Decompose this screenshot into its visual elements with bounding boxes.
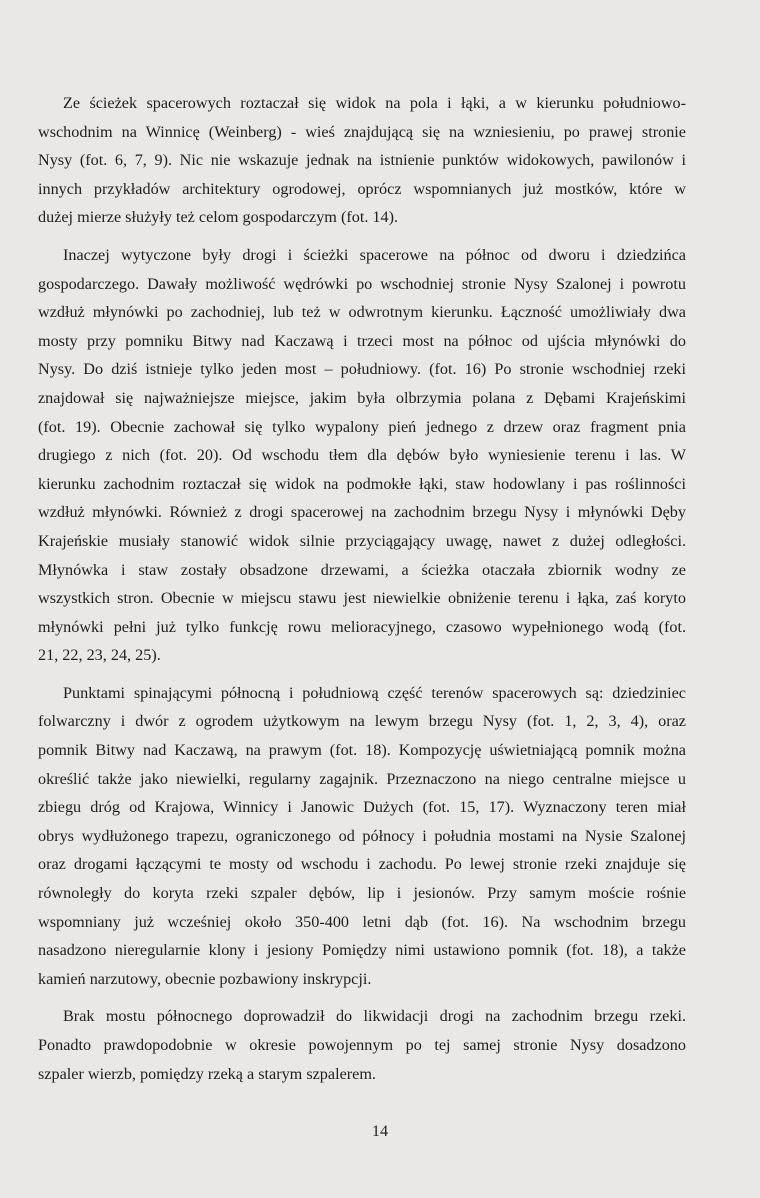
text-line: nasadzono nieregularnie klony i jesiony Pomiędzy nimi ustawiono pomnik (fot. 18), a także (38, 941, 686, 960)
paragraph (38, 1002, 686, 1088)
text-line: młynówki pełni już tylko funkcję rowu melioracyjnego, czasowo wypełnionego wodą (fot. (38, 617, 686, 636)
text-line: kamień narzutowy, obecnie pozbawiony inskrypcji. (38, 969, 372, 988)
text-line: (fot. 19). Obecnie zachował się tylko wypalony pień jednego z drzew oraz fragment pnia (38, 417, 686, 436)
text-line: Ponadto prawdopodobnie w okresie powojennym po tej samej stronie Nysy dosadzono (38, 1036, 686, 1054)
text-line: Krajeńskie musiały stanowić widok silnie przyciągający uwagę, nawet z dużej odległości. (38, 531, 686, 550)
text-line: drugiego z nich (fot. 20). Od wschodu tłem dla dębów było wyniesienie terenu i las. W (38, 446, 686, 465)
text-line: zbiegu dróg od Krajowa, Winnicy i Janowic Dużych (fot. 15, 17). Wyznaczony teren miał (38, 798, 686, 817)
text-line: pomnik Bitwy nad Kaczawą, na prawym (fot. 18). Kompozycję uświetniającą pomnik można (38, 741, 686, 760)
text-line: wspomniany już wcześniej około 350-400 letni dąb (fot. 16). Na wschodnim brzegu (38, 912, 686, 931)
text-line: Inaczej wytyczone były drogi i ścieżki spacerowe na północ od dworu i dziedzińca (63, 245, 686, 264)
text-line: folwarczny i dwór z ogrodem użytkowym na lewym brzegu Nysy (fot. 1, 2, 3, 4), oraz (38, 712, 686, 731)
paragraph (38, 241, 686, 670)
text-line: kierunku zachodnim roztaczał się widok na podmokłe łąki, staw hodowlany i pas roślinności (38, 474, 686, 493)
text-line: 21, 22, 23, 24, 25). (38, 646, 161, 665)
text-line: wschodnim na Winnicę (Weinberg) - wieś znajdującą się na wzniesieniu, po prawej stronie (38, 122, 686, 141)
paragraph (38, 89, 686, 232)
paragraph (38, 679, 686, 994)
text-line: znajdował się najważniejsze miejsce, jakim była olbrzymia polana z Dębami Krajeńskimi (38, 388, 686, 407)
text-line: Młynówka i staw zostały obsadzone drzewami, a ścieżka otaczała zbiornik wodny ze (38, 560, 686, 579)
text-line: Brak mostu północnego doprowadził do likwidacji drogi na zachodnim brzegu rzeki. (63, 1007, 686, 1026)
text-line: określić także jako niewielki, regularny zagajnik. Przeznaczono na niego centralne miejsce u (38, 769, 686, 788)
text-line: szpaler wierzb, pomiędzy rzeką a starym szpalerem. (38, 1064, 376, 1083)
text-line: wzdłuż młynówki. Również z drogi spacerowej na zachodnim brzegu Nysy i młynówki Dęby (38, 503, 686, 522)
text-line: Nysy. Do dziś istnieje tylko jeden most – południowy. (fot. 16) Po stronie wschodniej rzeki (38, 360, 686, 379)
text-line: innych przykładów architektury ogrodowej, oprócz wspomnianych już mostków, które w (38, 179, 686, 198)
text-line: Nysy (fot. 6, 7, 9). Nic nie wskazuje jednak na istnienie punktów widokowych, pawilonów i (38, 151, 686, 170)
text-line: mosty przy pomniku Bitwy nad Kaczawą i trzeci most na północ od ujścia młynówki do (38, 331, 686, 350)
text-line: Punktami spinającymi północną i południową część terenów spacerowych są: dziedziniec (63, 683, 686, 702)
text-line: równoległy do koryta rzeki szpaler dębów, lip i jesionów. Przy samym moście rośnie (38, 884, 686, 903)
text-line: wszystkich stron. Obecnie w miejscu stawu jest niewielkie obniżenie terenu i łąka, zaś koryto (38, 589, 686, 608)
text-line: obrys wydłużonego trapezu, ograniczonego od północy i południa mostami na Nysie Szalonej (38, 826, 686, 845)
text-line: gospodarczego. Dawały możliwość wędrówki po wschodniej stronie Nysy Szalonej i powrotu (38, 274, 686, 293)
body-text (38, 89, 686, 1097)
text-line: oraz drogami łączącymi te mosty od wschodu i zachodu. Po lewej stronie rzeki znajduje się (38, 855, 686, 874)
text-line: Ze ścieżek spacerowych roztaczał się widok na pola i łąki, a w kierunku południowo- (63, 94, 686, 112)
text-line: dużej mierze służyły też celom gospodarczym (fot. 14). (38, 208, 399, 227)
text-line: wzdłuż młynówki po zachodniej, lub też w odwrotnym kierunku. Łączność umożliwiały dwa (38, 303, 686, 322)
page-number: 14 (371, 1122, 389, 1140)
